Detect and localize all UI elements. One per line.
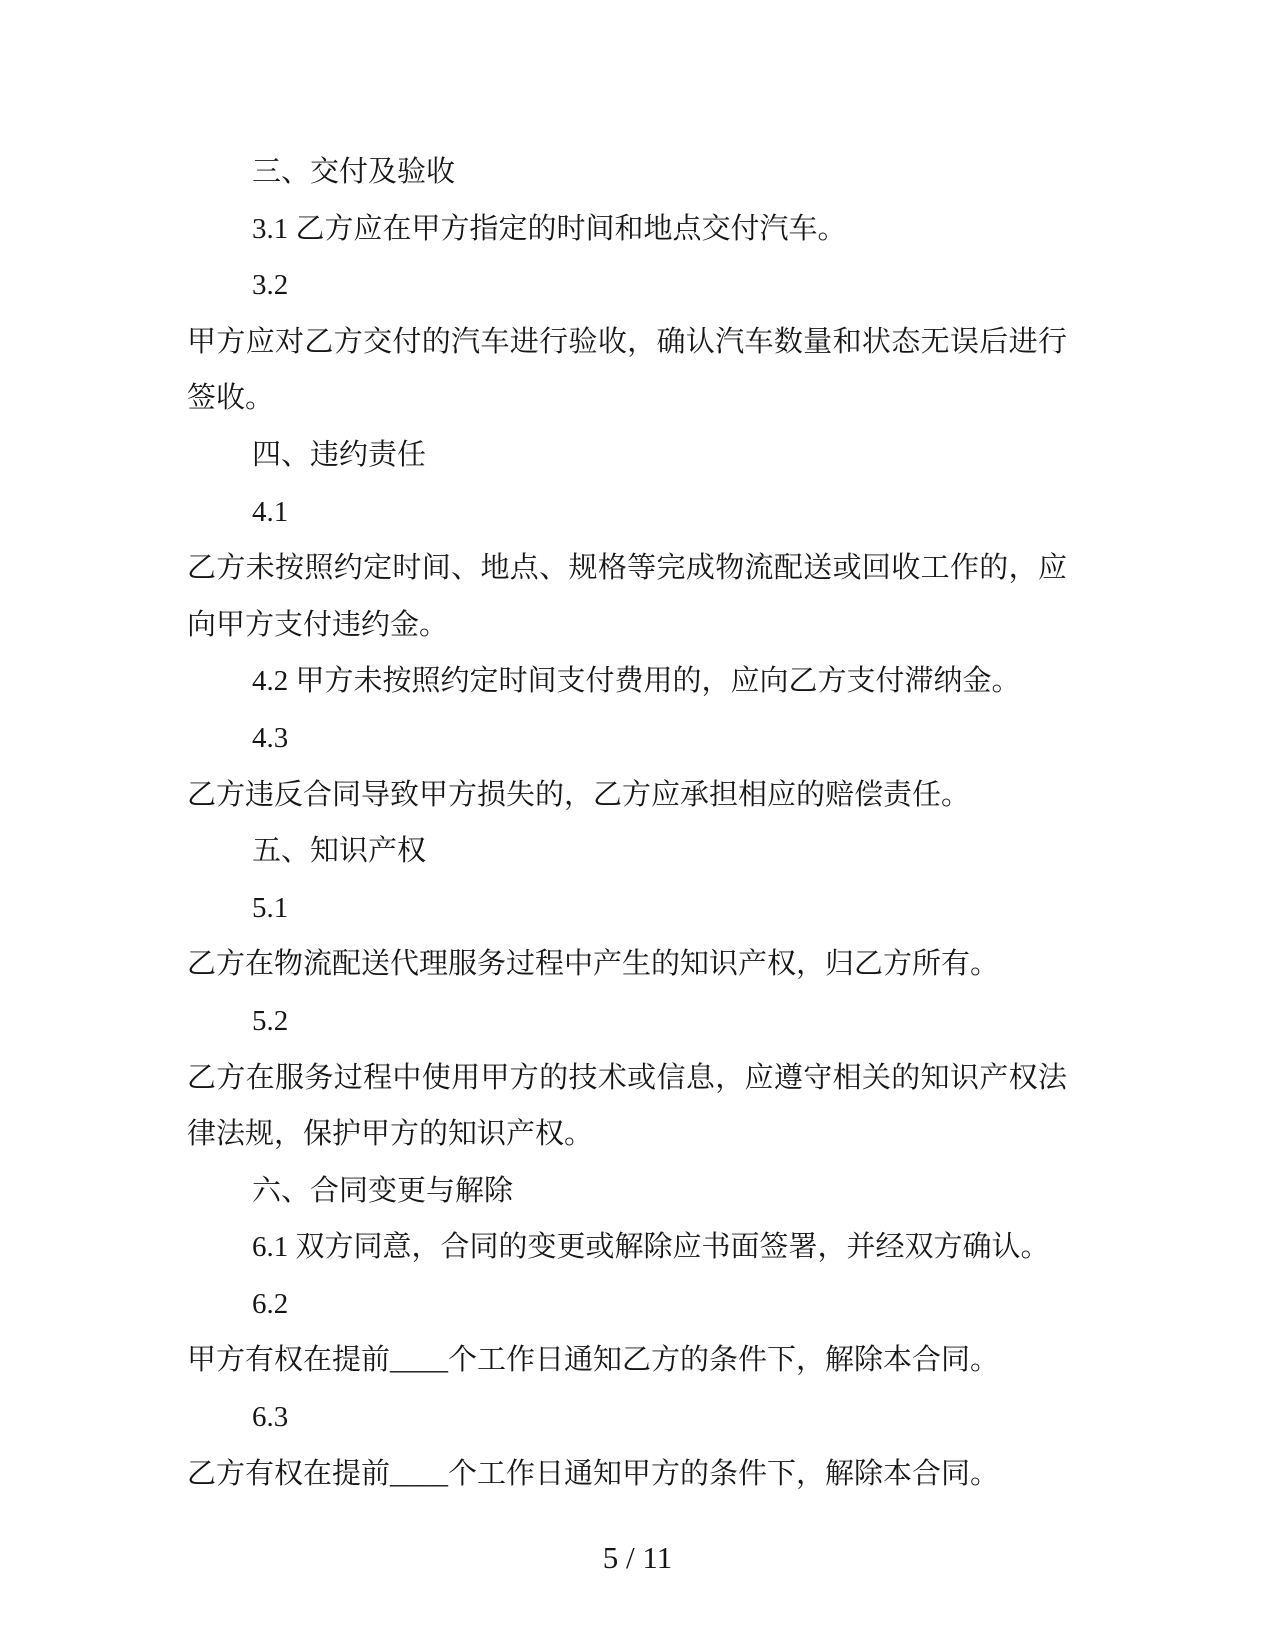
- clause-number-6-2: 6.2: [252, 1287, 289, 1320]
- clause-4-3-text: 乙方违反合同导致甲方损失的，乙方应承担相应的赔偿责任。: [187, 778, 971, 811]
- clause-number-4-3: 4.3: [252, 721, 289, 754]
- clause-number-4-1: 4.1: [252, 495, 289, 528]
- clause-3-2-text: 甲方应对乙方交付的汽车进行验收，确认汽车数量和状态无误后进行签收。: [187, 325, 1067, 415]
- clause-6-3-text: 乙方有权在提前____个工作日通知甲方的条件下，解除本合同。: [187, 1457, 1000, 1490]
- page-footer: [0, 1538, 1275, 1578]
- section-heading-modification-termination: 六、合同变更与解除: [252, 1174, 514, 1207]
- section-heading-delivery-acceptance: 三、交付及验收: [252, 156, 456, 188]
- clause-number-5-1: 5.1: [252, 891, 289, 924]
- clause-number-6-3: 6.3: [252, 1401, 289, 1434]
- page-number: 5 / 11: [602, 1540, 673, 1575]
- section-heading-intellectual-property: 五、知识产权: [252, 835, 427, 868]
- clause-4-1-text: 乙方未按照约定时间、地点、规格等完成物流配送或回收工作的，应向甲方支付违约金。: [187, 552, 1067, 641]
- clause-4-2: 4.2 甲方未按照约定时间支付费用的，应向乙方支付滞纳金。: [252, 665, 1021, 698]
- contract-body: [187, 144, 1067, 1502]
- clause-3-1: 3.1 乙方应在甲方指定的时间和地点交付汽车。: [252, 212, 847, 245]
- clause-number-5-2: 5.2: [252, 1004, 289, 1037]
- clause-number-3-2: 3.2: [252, 269, 289, 302]
- section-heading-breach-liability: 四、违约责任: [252, 438, 427, 471]
- clause-6-1: 6.1 双方同意，合同的变更或解除应书面签署，并经双方确认。: [252, 1231, 1050, 1264]
- clause-5-2-text: 乙方在服务过程中使用甲方的技术或信息，应遵守相关的知识产权法律法规，保护甲方的知识产权。: [187, 1061, 1067, 1151]
- clause-5-1-text: 乙方在物流配送代理服务过程中产生的知识产权，归乙方所有。: [187, 948, 1000, 981]
- clause-6-2-text: 甲方有权在提前____个工作日通知乙方的条件下，解除本合同。: [187, 1344, 1000, 1377]
